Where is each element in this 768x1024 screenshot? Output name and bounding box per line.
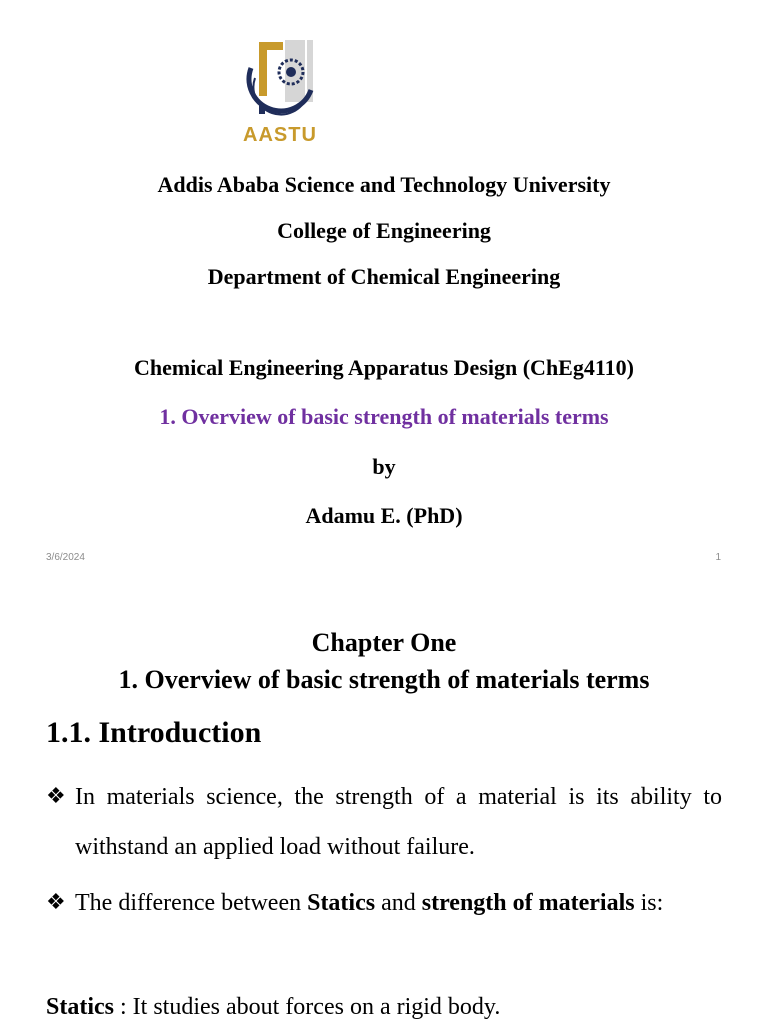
- diamond-bullet-icon: ❖: [46, 889, 66, 914]
- chapter-subtitle: 1. Overview of basic strength of materials terms: [118, 665, 650, 694]
- statics-term: Statics: [307, 890, 376, 916]
- slide-page-number: 1: [715, 552, 721, 563]
- aastu-logo-icon: [229, 38, 331, 148]
- topic-title: 1. Overview of basic strength of materials terms: [159, 404, 609, 429]
- chapter-title: Chapter One: [311, 628, 457, 657]
- course-title: Chemical Engineering Apparatus Design (ChEg4110): [134, 355, 634, 380]
- strength-of-materials-term: strength of materials: [421, 890, 635, 916]
- bullet-text: The difference between Statics and strength of materials is:: [75, 890, 664, 916]
- logo-wordmark: AASTU: [243, 124, 317, 146]
- statics-definition: Statics : It studies about forces on a rigid body.: [46, 994, 501, 1020]
- author-name: Adamu E. (PhD): [305, 503, 463, 528]
- section-heading: 1.1. Introduction: [46, 716, 262, 749]
- bullet-text: In materials science, the strength of a material is its ability to withstand an applied load without failure.: [75, 784, 722, 860]
- by-label: by: [372, 454, 396, 479]
- college-name: College of Engineering: [277, 218, 491, 243]
- slide-date: 3/6/2024: [46, 552, 85, 563]
- diamond-bullet-icon: ❖: [46, 783, 66, 808]
- bullet-item: [46, 878, 722, 978]
- aastu-emblem: [229, 38, 331, 124]
- bullet-item: [46, 772, 722, 872]
- department-name: Department of Chemical Engineering: [207, 264, 561, 289]
- statics-label: Statics: [46, 994, 114, 1020]
- university-name: Addis Ababa Science and Technology University: [157, 172, 611, 197]
